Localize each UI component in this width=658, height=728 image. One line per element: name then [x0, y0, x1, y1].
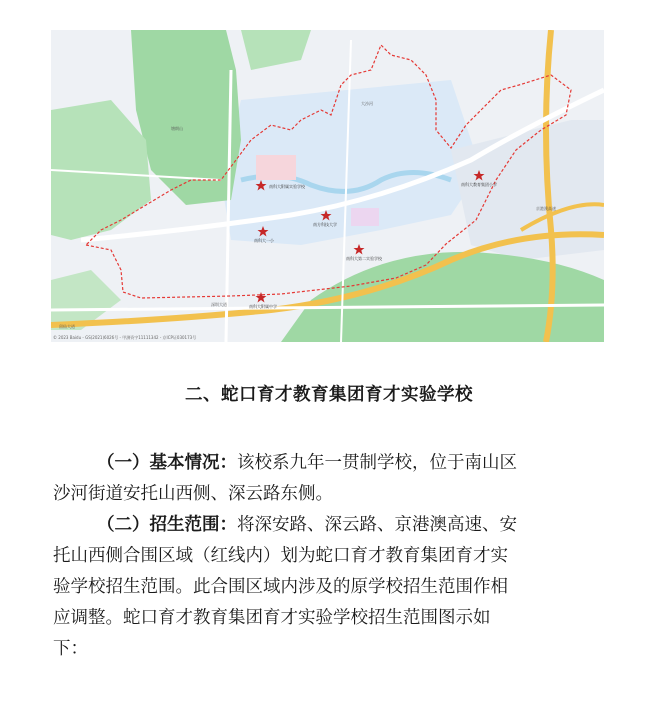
map-label: 南方科技大学 [313, 222, 337, 227]
paragraph-line: 沙河街道安托山西侧、深云路东侧。 [53, 484, 333, 504]
map-label: 南科大附属中学 [249, 304, 277, 309]
enrollment-scope-heading: （二）招生范围： [97, 515, 237, 535]
map-label: 京港澳高速 [536, 206, 556, 211]
paragraph-text: 该校系九年一贯制学校，位于南山区 [237, 453, 517, 473]
paragraph-line [53, 510, 613, 541]
map-label: 南科大一小 [254, 238, 274, 243]
enrollment-scope-paragraph [53, 510, 613, 665]
paragraph-line: 验学校招生范围。此合围区域内涉及的原学校招生范围作相 [53, 577, 508, 597]
basic-info-heading: （一）基本情况： [97, 453, 237, 473]
map-label: 南科大附属实验学校 [269, 184, 305, 189]
map-label: 南科大第二实验学校 [346, 256, 382, 261]
map-label: 南科大教育集团小学 [461, 182, 497, 187]
map-graphic [51, 30, 604, 342]
paragraph-line: 应调整。蛇口育才教育集团育才实验学校招生范围图示如 [53, 608, 491, 628]
map-attribution: © 2023 Baidu - GS(2021)6026号 - 甲测资字11111342 - 京ICP证030173号 [53, 335, 197, 340]
map-label: 深圳大道 [211, 302, 227, 307]
paragraph-line: 下： [53, 639, 88, 659]
basic-info-paragraph [53, 448, 613, 510]
map-label: 留仙大道 [59, 324, 75, 329]
section-title: 二、蛇口育才教育集团育才实验学校 [185, 385, 473, 405]
paragraph-line: 托山西侧合围区域（红线内）划为蛇口育才教育集团育才实 [53, 546, 508, 566]
map-label: 大沙河 [361, 101, 373, 106]
paragraph-line [53, 448, 613, 479]
paragraph-text: 将深安路、深云路、京港澳高速、安 [237, 515, 517, 535]
enrollment-area-map [51, 30, 604, 342]
map-label: 塘朗山 [171, 126, 183, 131]
